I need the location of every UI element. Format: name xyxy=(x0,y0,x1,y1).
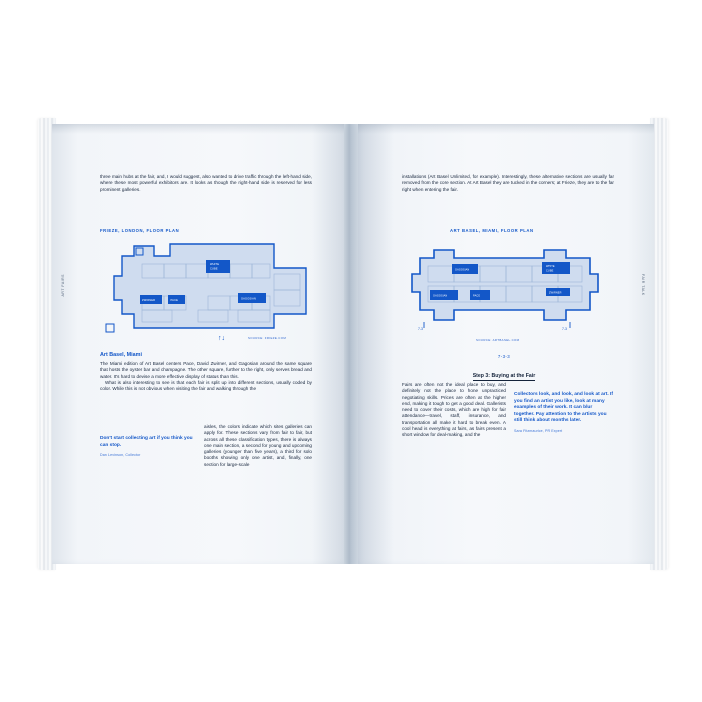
left-page-body-lower: aisles, the colors indicate which sites galleries can apply for. These sections vary from fair to fair, but across all these classification types, there is always one main section, a second for young and upcoming galleries (younger than five years), a third for solo booths showing only one artist, and, finally, one section for large-scale xyxy=(204,424,312,467)
left-pullquote-attribution: Dan Levinson, Collector xyxy=(100,453,141,458)
frieze-floor-plan-svg xyxy=(98,240,320,344)
step-title-wrap xyxy=(354,364,654,382)
step-number: 7-3-3 xyxy=(497,354,511,359)
plan-room-label-zwirner: ZWIRNER xyxy=(549,291,562,295)
plan-marker-right: 7-3 xyxy=(562,327,567,331)
plan-room-label-zwirner: ZWIRNER xyxy=(142,299,156,302)
right-pullquote: Collectors look, and look, and look at art. If you find an artist you like, look at many examples of their work. It can blur together. Pay attention to the artists you still think about months later. Sara Fitzmaurice, PR Expert xyxy=(514,392,614,433)
svg-text:CUBE: CUBE xyxy=(546,269,554,273)
plan-room-label-pace: PACE xyxy=(170,299,178,302)
plan-entrance-arrows: ↑↓ xyxy=(218,335,225,342)
svg-text:CUBE: CUBE xyxy=(210,267,218,271)
frieze-plan-credit: SOURCE: FRIEZE.COM xyxy=(248,336,287,340)
plan-room-label-gagosian: GAGOSIAN xyxy=(241,297,257,301)
right-page xyxy=(354,124,654,564)
artbasel-floor-plan xyxy=(394,240,620,346)
plan-room-label-gagosian-2: GAGOSIAN xyxy=(433,294,448,298)
folio-right: FAIR TALK xyxy=(641,274,645,296)
left-page xyxy=(52,124,352,564)
left-page-pullquote-column xyxy=(100,436,196,459)
artbasel-floor-plan-svg xyxy=(394,240,620,346)
frieze-plan-label: FRIEZE, LONDON, FLOOR PLAN xyxy=(100,228,180,233)
gutter-shadow-right xyxy=(354,124,394,564)
frieze-floor-plan xyxy=(98,240,320,344)
right-pullquote-attribution: Sara Fitzmaurice, PR Expert xyxy=(514,428,563,433)
artbasel-plan-label: ART BASEL, MIAMI, FLOOR PLAN xyxy=(450,228,534,233)
right-page-pullquote-column xyxy=(514,392,614,435)
book-spine xyxy=(344,124,358,564)
plan-room-label-pace: PACE xyxy=(473,294,481,298)
step-title: Step 3: Buying at the Fair xyxy=(472,373,536,379)
plan-room-label-white-cube: WHITE xyxy=(210,263,220,266)
folio-left: ART FAIRS xyxy=(61,274,65,297)
right-page-intro-paragraph: installations (Art Basel Unlimited, for example). Interestingly, these alternative sections are usually far removed from the core section. At Art Basel they are tucked in the corners; at Frieze, they are to the far right when entering the fair. xyxy=(402,174,614,192)
left-page-intro-paragraph: three main hubs at the fair, and, I would suggest, also wanted to drive traffic through the left-hand side, where these most powerful exhibitors are. It looks as though the right-hand side is reserved for less prominent galleries. xyxy=(100,174,312,192)
left-page-heading: Art Basel, Miami xyxy=(100,352,142,358)
left-page-body-upper: The Miami edition of Art Basel centers Pace, David Zwirner, and Gagosian around the same square that hosts the oyster bar and champagne. The other square, further to the right, only serves bread and water. It's hard to devise a more effective display of status than this. What is also interesting to see is that each fair is split up into different sections, usually coded by color. While this is not obvious when visiting the fair and walking through the xyxy=(100,361,312,392)
plan-marker-left: 7-3 xyxy=(418,327,423,331)
plan-room-label-white-cube: WHITE xyxy=(546,265,555,268)
left-pullquote: Don't start collecting art if you think you can stop. Dan Levinson, Collector xyxy=(100,436,196,459)
right-page-body-column: Fairs are often not the ideal place to buy, and definitely not the place to hone unpracticed negotiating skills. Prices are often at the higher end, making it tough to get a good deal. Gallerists need to cover their costs, which are high for fair attendance—travel, staff, insurance, and transportation all make it hard to break even. A cool head is everything at fairs, as fairs present a short window for deal-making, and the xyxy=(402,382,506,438)
open-book xyxy=(38,118,668,570)
plan-room-label-gagosian: GAGOSIAN xyxy=(455,268,470,272)
artbasel-plan-credit: SOURCE: ARTBASEL.COM xyxy=(476,338,520,342)
